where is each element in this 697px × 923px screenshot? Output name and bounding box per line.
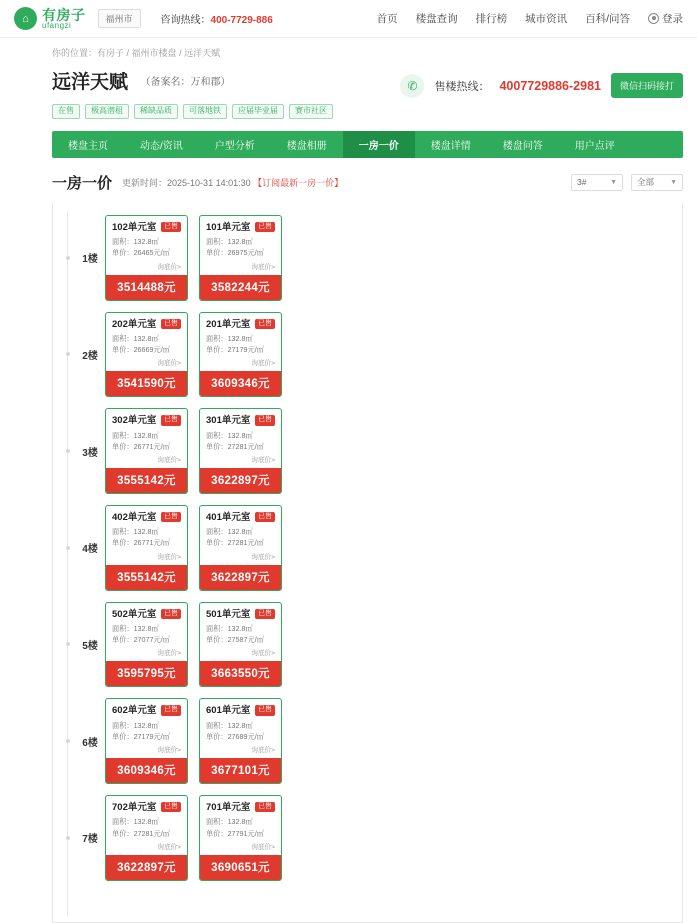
- unit-card[interactable]: [199, 505, 282, 591]
- unit-area: 面积：132.8㎡: [112, 527, 159, 537]
- floor-label: 7楼: [82, 834, 98, 846]
- project-tag: 极高潜租: [85, 104, 129, 119]
- hotline-number: 400-7729-886: [210, 15, 273, 26]
- unit-total-price: 3663550元: [200, 661, 281, 686]
- floor-row: [53, 505, 682, 591]
- dot-icon: [66, 546, 70, 550]
- breadcrumb-prefix: 你的位置：: [52, 48, 98, 58]
- unit-meta: [200, 720, 281, 744]
- unit-area: 面积：132.8㎡: [206, 817, 253, 827]
- unit-card[interactable]: [105, 215, 188, 301]
- nav-item-home[interactable]: 首页: [376, 13, 398, 25]
- sales-contact: [400, 67, 683, 98]
- main-nav: [377, 11, 683, 26]
- unit-card[interactable]: [199, 795, 282, 881]
- site-header: [0, 0, 697, 38]
- ask-price-link[interactable]: 询底价>: [251, 360, 275, 368]
- unit-card-header: [200, 409, 281, 429]
- ask-price-link[interactable]: 询底价>: [251, 650, 275, 658]
- unit-name: 702单元室: [112, 802, 157, 814]
- breadcrumb-item-1[interactable]: 福州市楼盘: [131, 48, 177, 58]
- unit-unit-price: 单价：26669元/㎡: [112, 345, 170, 355]
- dot-icon: [66, 642, 70, 646]
- section-filters: [571, 174, 683, 191]
- unit-area: 面积：132.8㎡: [112, 720, 159, 730]
- unit-total-price: 3690651元: [200, 855, 281, 880]
- project-tag: 赛市社区: [289, 104, 333, 119]
- ask-price-link[interactable]: 询底价>: [157, 843, 181, 851]
- tab-price-list[interactable]: 一房一价: [343, 131, 415, 158]
- floor-label: 2楼: [82, 350, 98, 362]
- unit-total-price: 3541590元: [106, 371, 187, 396]
- project-tabbar: [52, 131, 683, 158]
- status-badge: 已售: [255, 705, 275, 715]
- ask-price-link[interactable]: 询底价>: [157, 747, 181, 755]
- unit-area: 面积：132.8㎡: [112, 624, 159, 633]
- unit-total-price: 3622897元: [106, 855, 187, 880]
- nav-item-search[interactable]: 楼盘查询: [415, 13, 458, 25]
- tab-details[interactable]: 楼盘详情: [430, 140, 471, 152]
- dot-icon: [66, 352, 70, 356]
- floor-marker: [61, 546, 75, 550]
- unit-total-price: 3622897元: [200, 565, 281, 590]
- unit-name: 201单元室: [206, 318, 251, 330]
- unit-meta: [200, 816, 281, 840]
- house-icon: ⌂: [14, 7, 37, 30]
- unit-card-header: [106, 506, 187, 526]
- unit-area: 面积：132.8㎡: [206, 624, 253, 633]
- unit-meta: [200, 526, 281, 550]
- dot-icon: [66, 739, 70, 743]
- unit-area: 面积：132.8㎡: [112, 333, 159, 343]
- unit-area: 面积：132.8㎡: [206, 430, 253, 440]
- unit-meta: [200, 236, 281, 260]
- status-badge: 已售: [255, 319, 275, 329]
- project-tag: 应届毕业届: [232, 104, 284, 119]
- unit-unit-price: 单价：27281元/㎡: [112, 828, 170, 838]
- unit-card-header: [106, 409, 187, 429]
- hotline: [161, 11, 273, 26]
- breadcrumb-item-0[interactable]: 有房子: [97, 48, 125, 58]
- unit-area: 面积：132.8㎡: [206, 333, 253, 343]
- unit-card-header: [106, 699, 187, 719]
- unit-area: 面积：132.8㎡: [206, 527, 253, 537]
- floor-marker: [61, 256, 75, 260]
- unit-total-price: 3582244元: [200, 275, 281, 300]
- logo-title: 有房子: [42, 6, 86, 23]
- ask-price-link[interactable]: 询底价>: [251, 553, 275, 561]
- unit-card-group: [105, 408, 282, 494]
- unit-card-group: [105, 215, 282, 301]
- unit-total-price: 3609346元: [106, 758, 187, 783]
- unit-card-group: [105, 505, 282, 591]
- logo-subtitle: ufangzi: [42, 20, 72, 30]
- sales-hotline-label: 售楼热线：: [434, 80, 490, 93]
- unit-area: 面积：132.8㎡: [112, 817, 159, 827]
- unit-unit-price: 单价：26771元/㎡: [112, 538, 170, 548]
- floor-row: [53, 408, 682, 494]
- unit-unit-price: 单价：26465元/㎡: [112, 248, 170, 258]
- unit-name: 301单元室: [206, 415, 251, 427]
- project-header: [0, 63, 697, 119]
- login-label: 登录: [662, 13, 683, 25]
- unit-card[interactable]: [105, 795, 188, 881]
- unit-card-group: [105, 312, 282, 398]
- floor-label: 5楼: [82, 640, 98, 652]
- chevron-down-icon: ▼: [670, 178, 677, 186]
- status-badge: 已售: [255, 512, 275, 522]
- site-logo[interactable]: [14, 7, 86, 30]
- unit-card-header: [200, 313, 281, 333]
- unit-card-group: [105, 602, 282, 688]
- status-select-value: 全部: [637, 177, 655, 188]
- unit-unit-price: 单价：27587元/㎡: [206, 635, 264, 645]
- unit-total-price: 3609346元: [200, 371, 281, 396]
- unit-card[interactable]: [105, 408, 188, 494]
- price-list-panel: [52, 203, 683, 923]
- ask-price-link[interactable]: 询底价>: [157, 263, 181, 271]
- update-time-label: 更新时间：: [122, 177, 168, 188]
- page-title: 远洋天赋: [52, 72, 129, 93]
- status-badge: 已售: [255, 802, 275, 812]
- unit-area: 面积：132.8㎡: [112, 237, 159, 247]
- unit-name: 601单元室: [206, 705, 251, 717]
- unit-card[interactable]: [199, 602, 282, 688]
- unit-card-header: [200, 216, 281, 236]
- unit-name: 602单元室: [112, 705, 157, 717]
- unit-card-header: [200, 603, 281, 623]
- unit-total-price: 3555142元: [106, 565, 187, 590]
- unit-total-price: 3622897元: [200, 468, 281, 493]
- floor-row: [53, 795, 682, 881]
- unit-meta: [200, 623, 281, 647]
- unit-unit-price: 单价：27179元/㎡: [112, 731, 170, 741]
- unit-card-group: [105, 795, 282, 881]
- floor-list: [53, 203, 682, 881]
- ask-price-link[interactable]: 询底价>: [157, 360, 181, 368]
- nav-item-qa[interactable]: 百科/问答: [585, 13, 630, 25]
- sales-hotline-number: 4007729886-2981: [499, 78, 601, 93]
- unit-total-price: 3514488元: [106, 275, 187, 300]
- phone-icon: ✆: [400, 74, 424, 98]
- logo-text: [42, 8, 86, 30]
- status-badge: 已售: [255, 222, 275, 232]
- section-title: 一房一价: [52, 174, 113, 192]
- ask-price-link[interactable]: 询底价>: [157, 456, 181, 464]
- city-selector[interactable]: 福州市: [98, 9, 141, 28]
- floor-marker: [61, 836, 75, 840]
- dot-icon: [66, 449, 70, 453]
- unit-name: 501单元室: [206, 608, 251, 620]
- status-badge: 已售: [161, 609, 181, 619]
- unit-meta: [106, 430, 187, 454]
- status-badge: 已售: [255, 415, 275, 425]
- unit-meta: [106, 333, 187, 357]
- unit-card[interactable]: [199, 215, 282, 301]
- unit-name: 302单元室: [112, 415, 157, 427]
- dot-icon: [66, 256, 70, 260]
- unit-card-header: [106, 216, 187, 236]
- unit-area: 面积：132.8㎡: [206, 720, 253, 730]
- unit-meta: [200, 430, 281, 454]
- ask-price-link[interactable]: 询底价>: [251, 747, 275, 755]
- unit-unit-price: 单价：27281元/㎡: [206, 538, 264, 548]
- unit-card-header: [200, 796, 281, 816]
- status-select[interactable]: [631, 174, 683, 191]
- floor-label: 3楼: [82, 447, 98, 459]
- unit-card-header: [106, 603, 187, 623]
- unit-meta: [106, 623, 187, 647]
- unit-card[interactable]: [199, 698, 282, 784]
- unit-meta: [200, 333, 281, 357]
- unit-card-header: [106, 796, 187, 816]
- unit-card[interactable]: [199, 408, 282, 494]
- floor-row: [53, 312, 682, 398]
- ask-price-link[interactable]: 询底价>: [157, 553, 181, 561]
- dot-icon: [66, 836, 70, 840]
- project-tag: 可落地铁: [183, 104, 227, 119]
- unit-card-header: [200, 699, 281, 719]
- unit-unit-price: 单价：27689元/㎡: [206, 731, 264, 741]
- floor-marker: [61, 739, 75, 743]
- login-button[interactable]: [648, 11, 683, 26]
- tab-overview[interactable]: 楼盘主页: [68, 140, 108, 152]
- nav-item-news[interactable]: 城市资讯: [525, 13, 568, 25]
- unit-total-price: 3555142元: [106, 468, 187, 493]
- nav-item-ranking[interactable]: 排行榜: [475, 13, 508, 25]
- unit-name: 402单元室: [112, 511, 157, 523]
- ask-price-link[interactable]: 询底价>: [157, 650, 181, 658]
- status-badge: 已售: [161, 415, 181, 425]
- unit-unit-price: 单价：26975元/㎡: [206, 248, 264, 258]
- unit-card[interactable]: [105, 505, 188, 591]
- unit-name: 701单元室: [206, 802, 251, 814]
- unit-unit-price: 单价：27791元/㎡: [206, 828, 264, 838]
- unit-name: 202单元室: [112, 318, 157, 330]
- building-select-value: 3#: [577, 177, 587, 188]
- section-header: [52, 172, 683, 193]
- status-badge: 已售: [161, 319, 181, 329]
- tab-news[interactable]: 动态/资讯: [140, 140, 183, 152]
- unit-name: 401单元室: [206, 511, 251, 523]
- project-alias: （备案名：万和郡）: [140, 77, 231, 88]
- unit-total-price: 3677101元: [200, 758, 281, 783]
- tab-gallery[interactable]: 楼盘相册: [286, 140, 327, 152]
- tab-reviews[interactable]: 用户点评: [574, 140, 615, 152]
- status-badge: 已售: [161, 802, 181, 812]
- update-time-value: 2025-10-31 14:01:30: [167, 177, 251, 188]
- project-tag: 在售: [52, 104, 80, 119]
- ask-price-link[interactable]: 询底价>: [251, 456, 275, 464]
- project-tag: 稀缺品质: [134, 104, 178, 119]
- unit-unit-price: 单价：27077元/㎡: [112, 635, 170, 645]
- unit-card[interactable]: [105, 602, 188, 688]
- unit-meta: [106, 236, 187, 260]
- tab-layouts[interactable]: 户型分析: [214, 140, 255, 152]
- status-badge: 已售: [161, 512, 181, 522]
- unit-area: 面积：132.8㎡: [112, 430, 159, 440]
- breadcrumb: 你的位置：有房子 / 福州市楼盘 / 远洋天赋: [52, 48, 221, 58]
- floor-label: 1楼: [82, 254, 98, 266]
- floor-row: [53, 698, 682, 784]
- status-badge: 已售: [161, 222, 181, 232]
- section-subtitle: [122, 176, 343, 189]
- wechat-scan-call-button[interactable]: 微信扫码接打: [611, 73, 683, 98]
- floor-marker: [61, 449, 75, 453]
- breadcrumb-item-2[interactable]: 远洋天赋: [184, 48, 221, 58]
- building-select[interactable]: [571, 174, 623, 191]
- ask-price-link[interactable]: 询底价>: [251, 263, 275, 271]
- unit-meta: [106, 816, 187, 840]
- floor-row: [53, 215, 682, 301]
- ask-price-link[interactable]: 询底价>: [251, 843, 275, 851]
- unit-meta: [106, 720, 187, 744]
- project-tags: [52, 104, 400, 119]
- subscribe-link[interactable]: 【订阅最新一房一价】: [253, 177, 344, 188]
- unit-card-header: [200, 506, 281, 526]
- unit-card[interactable]: [105, 698, 188, 784]
- floor-marker: [61, 642, 75, 646]
- floor-label: 6楼: [82, 737, 98, 749]
- unit-total-price: 3595795元: [106, 661, 187, 686]
- unit-unit-price: 单价：27179元/㎡: [206, 345, 264, 355]
- hotline-label: 咨询热线：: [160, 15, 211, 26]
- unit-card-group: [105, 698, 282, 784]
- unit-card-header: [106, 313, 187, 333]
- status-badge: 已售: [161, 705, 181, 715]
- floor-row: [53, 602, 682, 688]
- unit-area: 面积：132.8㎡: [206, 237, 253, 247]
- floor-marker: [61, 352, 75, 356]
- user-icon: [648, 13, 659, 24]
- chevron-down-icon: ▼: [610, 178, 617, 186]
- unit-name: 502单元室: [112, 608, 157, 620]
- status-badge: 已售: [255, 609, 275, 619]
- floor-label: 4楼: [82, 544, 98, 556]
- project-title-area: [52, 67, 400, 119]
- tab-qa[interactable]: 楼盘问答: [502, 140, 543, 152]
- unit-unit-price: 单价：26771元/㎡: [112, 441, 170, 451]
- unit-meta: [106, 526, 187, 550]
- unit-unit-price: 单价：27281元/㎡: [206, 441, 264, 451]
- unit-name: 102单元室: [112, 221, 157, 233]
- unit-card[interactable]: [199, 312, 282, 398]
- unit-name: 101单元室: [206, 221, 251, 233]
- unit-card[interactable]: [105, 312, 188, 398]
